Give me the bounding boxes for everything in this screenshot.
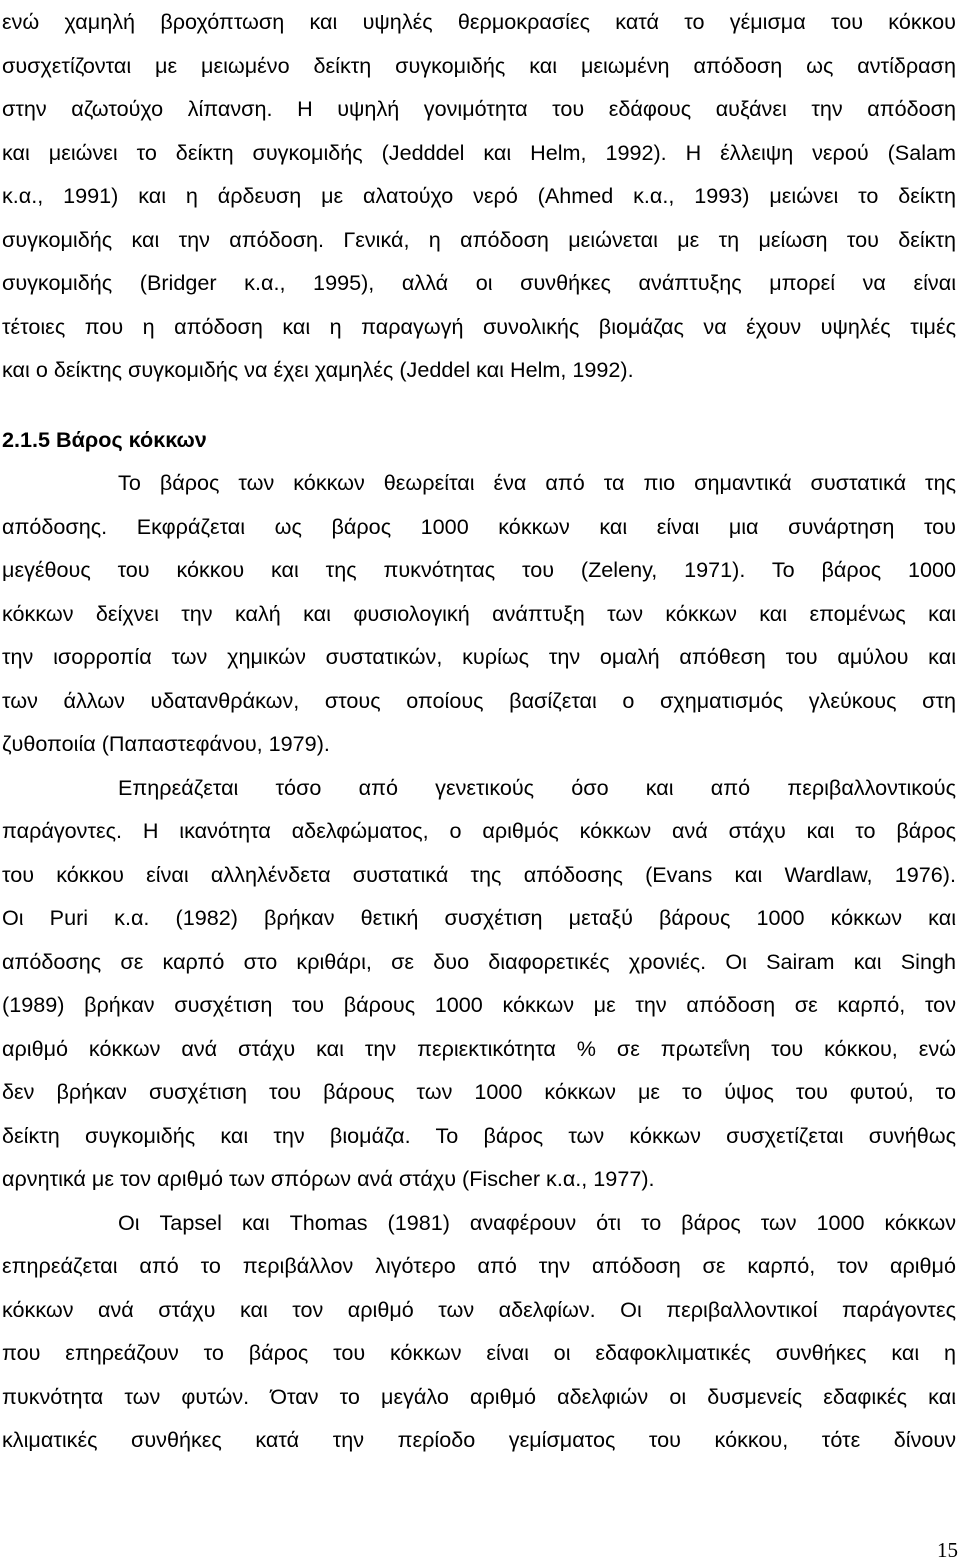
text-line: αριθμό κόκκων ανά στάχυ και την περιεκτικότητα % σε πρωτεΐνη του κόκκου, ενώ <box>2 1035 956 1061</box>
text-line: κλιματικές συνθήκες κατά την περίοδο γεμίσματος του κόκκου, τότε δίνουν <box>2 1427 956 1452</box>
text-line: Οι Puri κ.α. (1982) βρήκαν θετική συσχέτιση μεταξύ βάρους 1000 κόκκων και <box>2 905 956 930</box>
text-line: συγκομιδής (Bridger κ.α., 1995), αλλά οι συνθήκες ανάπτυξης μπορεί να είναι <box>2 270 956 295</box>
text-line: την ισορροπία των χημικών συστατικών, κυρίως την ομαλή απόθεση του αμύλου και <box>2 644 956 669</box>
text-line: (1989) βρήκαν συσχέτιση του βάρους 1000 κόκκων με την απόδοση σε καρπό, τον <box>2 992 956 1017</box>
document-page <box>2 0 956 1462</box>
text-line: και ο δείκτης συγκομιδής να έχει χαμηλές (Jeddel και Helm, 1992). <box>2 357 634 382</box>
paragraph-4 <box>2 1201 956 1462</box>
text-line: μεγέθους του κόκκου και της πυκνότητας του (Zeleny, 1971). Το βάρος 1000 <box>2 557 956 582</box>
text-line: απόδοσης σε καρπό στο κριθάρι, σε δυο διαφορετικές χρονιές. Οι Sairam και Singh <box>2 948 956 974</box>
text-line: συγκομιδής και την απόδοση. Γενικά, η απόδοση μειώνεται με τη μείωση του δείκτη <box>2 226 956 252</box>
text-line: παράγοντες. Η ικανότητα αδελφώματος, ο αριθμός κόκκων ανά στάχυ και το βάρος <box>2 818 956 843</box>
text-line: δεν βρήκαν συσχέτιση του βάρους των 1000 κόκκων με το ύψος του φυτού, το <box>2 1079 956 1104</box>
paragraph-2 <box>2 461 956 766</box>
text-line: απόδοσης. Εκφράζεται ως βάρος 1000 κόκκων και είναι μια συνάρτηση του <box>2 513 956 539</box>
paragraph-3 <box>2 766 956 1201</box>
text-line: που επηρεάζουν το βάρος του κόκκων είναι οι εδαφοκλιματικές συνθήκες και η <box>2 1340 956 1365</box>
text-line: συσχετίζονται με μειωμένο δείκτη συγκομιδής και μειωμένη απόδοση ως αντίδραση <box>2 52 956 78</box>
text-line: τέτοιες που η απόδοση και η παραγωγή συνολικής βιομάζας να έχουν υψηλές τιμές <box>2 313 956 339</box>
text-line: δείκτη συγκομιδής και την βιομάζα. Το βάρος των κόκκων συσχετίζεται συνήθως <box>2 1122 956 1148</box>
section-heading: 2.1.5 Βάρος κόκκων <box>2 426 207 452</box>
text-line: πυκνότητα των φυτών. Όταν το μεγάλο αριθμό αδελφιών οι δυσμενείς εδαφικές και <box>2 1383 956 1409</box>
text-line: των άλλων υδατανθράκων, στους οποίους βασίζεται ο σχηματισμός γλεύκους στη <box>2 687 956 713</box>
text-line: κόκκων ανά στάχυ και τον αριθμό των αδελφίων. Οι περιβαλλοντικοί παράγοντες <box>2 1296 956 1322</box>
text-line: Το βάρος των κόκκων θεωρείται ένα από τα πιο σημαντικά συστατικά της <box>118 470 956 495</box>
text-line: κόκκων δείχνει την καλή και φυσιολογική ανάπτυξη των κόκκων και επομένως και <box>2 600 956 626</box>
text-line: κ.α., 1991) και η άρδευση με αλατούχο νερό (Ahmed κ.α., 1993) μειώνει το δείκτη <box>2 183 956 208</box>
text-line: ζυθοποιία (Παπαστεφάνου, 1979). <box>2 731 330 756</box>
text-line: ενώ χαμηλή βροχόπτωση και υψηλές θερμοκρασίες κατά το γέμισμα του κόκκου <box>2 9 956 34</box>
text-line: Οι Tapsel και Thomas (1981) αναφέρουν ότι το βάρος των 1000 κόκκων <box>118 1209 956 1235</box>
paragraph-1 <box>2 0 956 392</box>
page-number: 15 <box>937 1538 958 1562</box>
text-line: και μειώνει το δείκτη συγκομιδής (Jedddel και Helm, 1992). Η έλλειψη νερού (Salam <box>2 139 956 165</box>
text-line: του κόκκου είναι αλληλένδετα συστατικά της απόδοσης (Evans και Wardlaw, 1976). <box>2 861 956 887</box>
text-line: Επηρεάζεται τόσο από γενετικούς όσο και από περιβαλλοντικούς <box>118 774 956 800</box>
text-line: αρνητικά με τον αριθμό των σπόρων ανά στάχυ (Fischer κ.α., 1977). <box>2 1166 655 1191</box>
text-line: επηρεάζεται από το περιβάλλον λιγότερο από την απόδοση σε καρπό, τον αριθμό <box>2 1253 956 1278</box>
text-line: στην αζωτούχο λίπανση. Η υψηλή γονιμότητα του εδάφους αυξάνει την απόδοση <box>2 96 956 121</box>
